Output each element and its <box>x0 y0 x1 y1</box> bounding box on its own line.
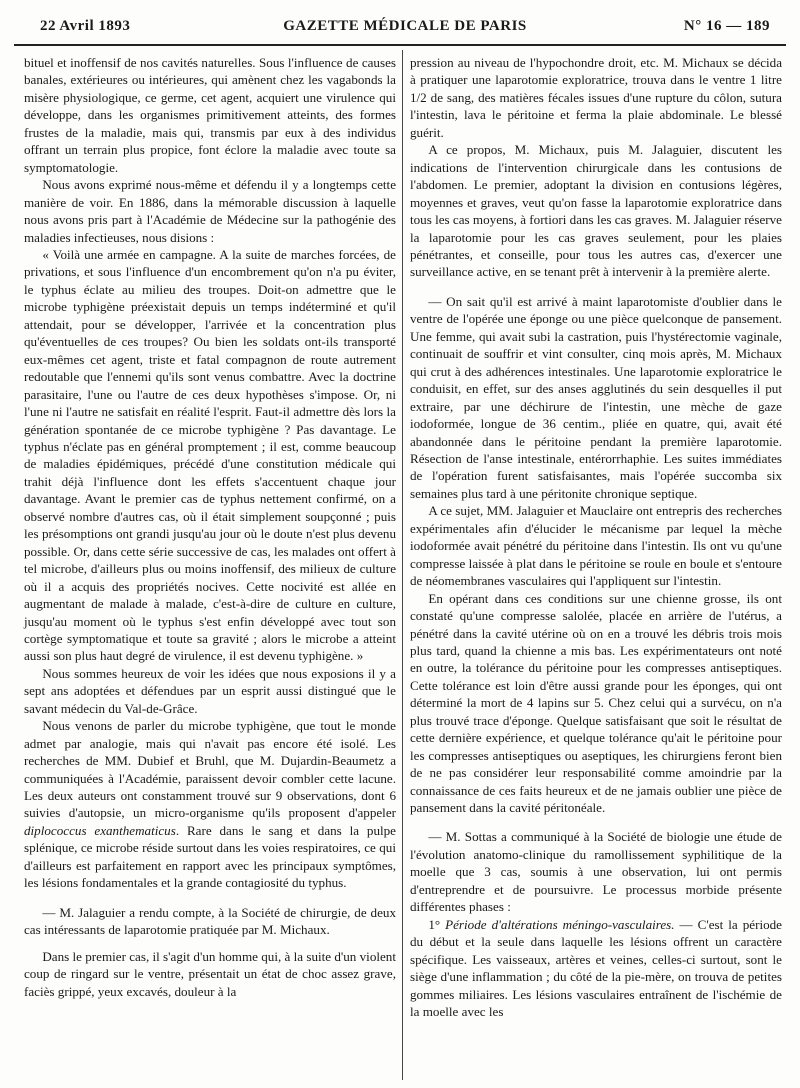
paragraph <box>410 916 782 1021</box>
paragraph: Dans le premier cas, il s'agit d'un homme qui, à la suite d'un violent coup de ringard sur le ventre, présentait un état de choc assez grave, faciès grippé, yeux excavés, douleur à la <box>24 948 396 999</box>
quoted-paragraph: « Voilà une armée en campagne. A la suite de marches forcées, de privations, et sous l'influence d'un encombrement qu'on n'a pu éviter, le typhus éclate au milieu des troupes. Doit-on admettre que le microbe typhigène préexistait depuis un temps indéterminé et qu'il attendait, pour se développer, l'arrivée et la concentration plus qu'éventuelles de ces troupes? Ou bien les soldats ont-ils transporté eux-mêmes cet agent, triste et fatal compagnon de route autrement redoutable que l'ennemi qu'ils sont venus combattre. Avec la doctrine parasitaire, l'une ou l'autre de ces deux hypothèses s'impose. Or, ni l'une ni l'autre ne satisfait en réalité l'esprit. Faut-il admettre dès lors la génération spontanée de ce microbe typhigène ? Pas davantage. Le typhus n'éclate pas en général promptement ; il est, comme beaucoup de maladies épidémiques, précédé d'une constitution médicale qui trahit déjà l'influence dont les effets s'accentuent chaque jour davantage. Avant le premier cas de typhus nettement confirmé, on a observé nombre d'autres cas, où il était simplement soupçonné ; puis les présomptions ont grandi jusqu'au jour où le doute n'est plus devenu possible. Or, dans cette série successive de cas, les malades ont offert à tel microbe, d'ailleurs plus ou moins inoffensif, des milieux de culture où il a acquis des propriétés nocives. Cette nocivité est allée en augmentant de malade à malade, c'est-à-dire de culture en culture, jusqu'au moment où le typhus s'est enfin développé avec tout son cortège symptomatique et toute sa gravité ; alors le microbe a atteint aussi son plus haut degré de virulence, il est devenu typhigène. » <box>24 246 396 664</box>
paragraph: En opérant dans ces conditions sur une chienne grosse, ils ont constaté qu'une compresse salolée, placée en arrière de l'utérus, a pénétré dans la cavité utérine où on en a trouvé les débris trois mois plus tard, quand la chienne a mis bas. Les expérimentateurs ont noté en outre, la tolérance du péritoine pour les compresses antiseptiques. Cette tolérance est loin d'être aussi grande pour les éponges, qui ont déterminé la mort de 4 lapins sur 5. Chez celui qui a survécu, on n'a plus trouvé trace d'éponge. Quelque satisfaisant que soit le résultat de cette dernière expérience, et quelque tolérance qu'ait le péritoine pour les compresses antiseptiques ou aseptiques, les chirurgiens feront bien de ne pas considérer leur responsabilité comme amoindrie par la connaissance de ces faits heureux et de ne jamais oublier une pièce de pansement dans la cavité péritonéale. <box>410 590 782 816</box>
paragraph: A ce propos, M. Michaux, puis M. Jalaguier, discutent les indications de l'intervention chirurgicale dans les contusions de l'abdomen. Le premier, adoptant la division en contusions légères, moyennes et graves, veut qu'on fasse la laparotomie exploratrice dans tous les cas moyens, à fortiori dans les cas graves. M. Jalaguier réserve la laparotomie pour les cas graves seulement, pour les plaies pénétrantes, et conseille, pour tous les autres cas, d'exercer une surveillance active, en se tenant prêt à intervenir à la première alerte. <box>410 142 782 280</box>
column-divider <box>402 50 403 1080</box>
paragraph: Nous avons exprimé nous-même et défendu il y a longtemps cette manière de voir. En 1886, dans la mémorable discussion à laquelle nous avons pris part à l'Académie de Médecine sur la pathogénie des maladies infectieuses, nous disions : <box>24 177 396 245</box>
paragraph: Nous sommes heureux de voir les idées que nous exposions il y a sept ans adoptées et défendues par un esprit aussi distingué que le savant médecin du Val-de-Grâce. <box>24 665 396 716</box>
header-rule <box>14 44 786 46</box>
list-number: 1° <box>428 916 441 932</box>
phase-title: Période d'altérations méningo-vasculaires. <box>445 916 675 932</box>
right-column <box>410 54 782 1020</box>
news-item: — On sait qu'il est arrivé à maint laparotomiste d'oublier dans le ventre de l'opérée une éponge ou une pièce quelconque de pansement. Une femme, qui avait subi la castration, puis l'hystérectomie vaginale, continuait de souffrir et vint consulter, cinq mois après, M. Michaux qui crut à des adhérences intestinales. Une laparotomie exploratrice le conduisit, en effet, sur des anses agglutinés du sein desquelles il put extraire, par une déchirure de l'intestin, une mèche de gaze iodoformée, longue de 36 centim., pliée en quatre, qui, avait été abandonnée dans le péritoine pendant la première laparotomie. Résection de l'anse intestinale, entérorrhaphie. Les suites immédiates de l'opération furent satisfaisantes, mais l'opérée succomba six semaines plus tard à une péritonite chronique septique. <box>410 293 782 501</box>
issue-date: 22 Avril 1893 <box>40 18 131 34</box>
paragraph <box>24 717 396 892</box>
journal-title: GAZETTE MÉDICALE DE PARIS <box>283 18 527 34</box>
paragraph: bituel et inoffensif de nos cavités naturelles. Sous l'influence de causes banales, extérieures ou intérieures, qui amènent chez les vagabonds la misère physiologique, ce germe, cet agent, acquiert une virulence qui développe, dans les organismes primitivement atteints, des formes frustes de la maladie, mais qui, transmis par eux à des individus offrant un terrain plus propice, font éclore la maladie avec toute sa symptomatologie. <box>24 55 396 175</box>
paragraph: A ce sujet, MM. Jalaguier et Mauclaire ont entrepris des recherches expérimentales afin d'élucider le mécanisme par lequel la mèche iodoformée avait pénétré du péritoine dans l'intestin. Ils ont vu qu'une compresse laissée à plat dans le péritoine se roule en boule et s'entoure de néomembranes vasculaires qui l'appliquent sur l'intestin. <box>410 503 782 589</box>
text-span: Nous venons de parler du microbe typhigène, que tout le monde admet par analogie, mais qui n'avait pas encore été isolé. Les recherches de MM. Dubief et Bruhl, que M. Dujardin-Beaumetz a communiquées à l'Académie, paraissent devoir combler cette lacune. Les deux auteurs ont constamment trouvé sur 9 observations, dont 6 suivies d'autopsie, un micro-organisme qu'ils proposent d'appeler <box>24 718 396 821</box>
text-span: . Rare dans le sang et dans la pulpe splénique, ce microbe réside surtout dans les voies respiratoires, ce qui d'ailleurs est parfaitement en rapport avec les principaux symptômes, les lésions fondamentales et la grande contagiosité du typhus. <box>24 822 396 891</box>
left-column <box>24 54 396 1000</box>
text-span: — C'est la période du début et la seule dans laquelle les lésions offrent un caractère spécifique. Les vaisseaux, artères et veines, celles-ci surtout, sont le siège d'une inflammation ; du côté de la pie-mère, on trouva de petites gommes miliaires. Les lésions vasculaires entraînent de l'ischémie de la moelle avec les <box>410 916 782 1020</box>
page-header <box>40 14 770 40</box>
page-number: N° 16 — 189 <box>683 18 770 34</box>
news-item: — M. Jalaguier a rendu compte, à la Société de chirurgie, de deux cas intéressants de laparotomie pratiquée par M. Michaux. <box>24 904 396 938</box>
species-name: diplococcus exanthematicus <box>24 822 176 838</box>
news-item: — M. Sottas a communiqué à la Société de biologie une étude de l'évolution anatomo-clinique du ramollissement syphilitique de la moelle que 3 cas, soumis à une observation, lui ont permis d'entreprendre et de poursuivre. Le processus morbide présente différentes phases : <box>410 829 782 915</box>
paragraph: pression au niveau de l'hypochondre droit, etc. M. Michaux se décida à pratiquer une laparotomie exploratrice, trouva dans le ventre 1 litre 1/2 de sang, des matières fécales issues d'une rupture du côlon, sutura l'intestin, lava le péritoine et ferma la plaie abdominale. Le blessé guérit. <box>410 55 782 140</box>
